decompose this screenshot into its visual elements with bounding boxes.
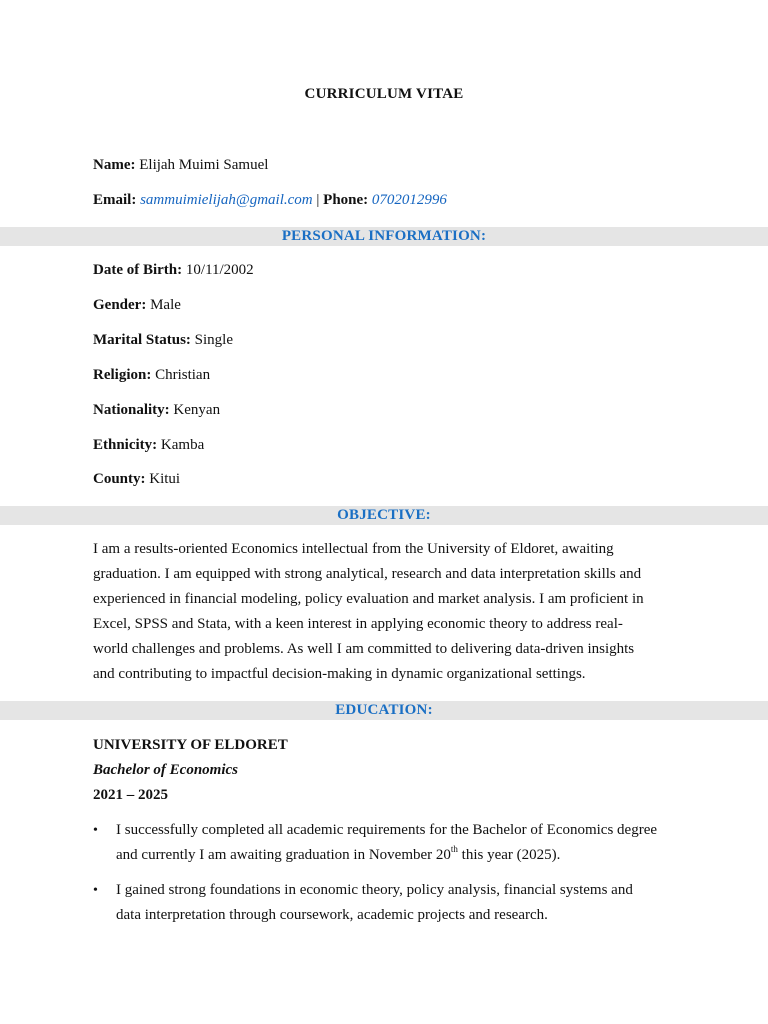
bullet-icon: • [93,883,98,898]
objective-line: world challenges and problems. As well I am committed to delivering data-driven insights [93,641,635,657]
phone-label: Phone: [323,192,369,208]
personal-item-value: Kitui [149,471,181,487]
email-label: Email: [93,192,137,208]
personal-item-value: Christian [155,367,211,383]
section-heading-personal: PERSONAL INFORMATION: [0,227,768,246]
personal-item-value: 10/11/2002 [185,262,254,278]
bullet-line: data interpretation through coursework, academic projects and research. [116,907,548,923]
phone-link[interactable]: 0702012996 [371,192,447,208]
contact-separator: | [316,192,320,208]
objective-line: graduation. I am equipped with strong analytical, research and data interpretation skills and [93,566,642,582]
bullet-icon: • [93,823,98,838]
objective-line: I am a results-oriented Economics intellectual from the University of Eldoret, awaiting [93,541,614,557]
personal-item-label: County: [93,471,146,487]
personal-item-label: Marital Status: [93,332,191,348]
personal-item-value: Male [150,297,181,313]
personal-item-value: Kenyan [173,402,221,418]
personal-item [93,400,220,420]
personal-item [93,330,233,350]
personal-item-value: Single [194,332,233,348]
objective-line: Excel, SPSS and Stata, with a keen interest in applying economic theory to address real- [93,616,623,632]
personal-item-label: Religion: [93,367,152,383]
objective-line: and contributing to impactful decision-making in dynamic organizational settings. [93,666,586,682]
personal-item-label: Nationality: [93,402,170,418]
study-years: 2021 – 2025 [93,787,168,803]
personal-item-label: Gender: [93,297,147,313]
section-heading-education: EDUCATION: [0,701,768,720]
email-link[interactable]: sammuimielijah@gmail.com [140,192,313,208]
bullet-line: I gained strong foundations in economic theory, policy analysis, financial systems and [116,882,633,898]
bullet-line: I successfully completed all academic requirements for the Bachelor of Economics degree [116,822,658,838]
personal-item [93,260,254,280]
personal-item-value: Kamba [160,437,205,453]
name-value: Elijah Muimi Samuel [139,157,269,173]
objective-line: experienced in financial modeling, policy evaluation and market analysis. I am proficient in [93,591,644,607]
objective-paragraph [93,537,683,687]
ordinal-suffix: th [450,844,458,854]
personal-item [93,469,180,489]
personal-item [93,435,204,455]
name-label: Name: [93,157,136,173]
personal-item-label: Date of Birth: [93,262,183,278]
document-title: CURRICULUM VITAE [304,86,464,102]
contact-line [93,190,447,210]
section-heading-objective: OBJECTIVE: [0,506,768,525]
degree-name: Bachelor of Economics [93,762,238,778]
bullet-line: and currently I am awaiting graduation in November 20th this year (2025). [116,844,561,863]
name-line [93,155,268,175]
personal-item-label: Ethnicity: [93,437,158,453]
personal-item [93,295,181,315]
personal-item [93,365,210,385]
institution-name: UNIVERSITY OF ELDORET [93,737,288,753]
